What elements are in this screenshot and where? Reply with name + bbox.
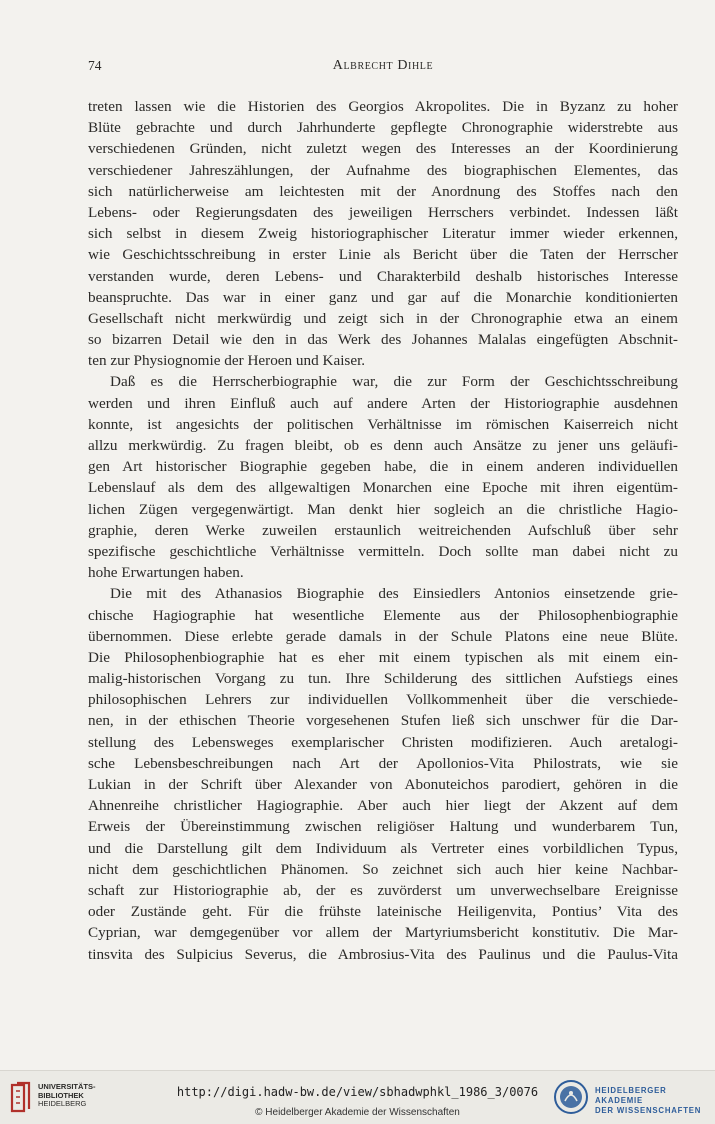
text-line: verschiedener Jahreszählungen, der Aufnahme des biographischen Elementes, das bbox=[88, 161, 678, 179]
text-line: schaft zur Historiographie ab, der es zuvörderst um unverwechselbare Ereignisse bbox=[88, 881, 678, 899]
text-line: allzu merkwürdig. Zu fragen bleibt, ob es denn auch Ansätze zu jener uns geläufi- bbox=[88, 437, 678, 454]
text-line: übernommen. Diese erlebte gerade damals in der Schule Platons eine neue Blüte. bbox=[88, 627, 678, 645]
academy-name bbox=[595, 1086, 715, 1116]
text-line: ten zur Physiognomie der Heroen und Kaiser. bbox=[88, 352, 366, 370]
text-line: Die mit des Athanasios Biographie des Einsiedlers Antonios einsetzende grie- bbox=[110, 585, 678, 603]
running-head: Albrecht Dihle bbox=[332, 58, 434, 73]
text-line: beanspruchte. Das war in einer ganz und gar auf die Monarchie konditionierten bbox=[88, 288, 678, 306]
text-line: so bizarren Detail wie den in das Werk des Johannes Malalas eingefügten Abschnit- bbox=[88, 331, 678, 349]
text-line: Die Philosophenbiographie hat es eher mit einem typischen als mit einem ein- bbox=[88, 648, 678, 666]
text-line: Gesellschaft nicht merkwürdig und zeigt sich in der Chronographie etwa an einem bbox=[88, 309, 678, 327]
text-line: konnte, ist angesichts der politischen Verhältnisse im römischen Kaiserreich nicht bbox=[88, 415, 678, 433]
text-line: tinsvita des Sulpicius Severus, die Ambrosius-Vita des Paulinus und die Paulus-Vita bbox=[88, 945, 678, 963]
text-line: gen Art historischer Biographie gegeben habe, die in einem anderen individuellen bbox=[88, 458, 678, 476]
text-line: Cyprian, war demgegenüber vor allem der Martyriumsbericht konstitutiv. Die Mar- bbox=[88, 924, 678, 942]
copyright-notice: © Heidelberger Akademie der Wissenschaften bbox=[255, 1107, 460, 1118]
text-line: malig-historischen Vorgang zu tun. Ihre Schilderung des sittlichen Aufstiegs eines bbox=[88, 670, 678, 688]
library-name-line: UNIVERSITÄTS- bbox=[38, 1082, 96, 1091]
library-name-line: BIBLIOTHEK bbox=[38, 1090, 84, 1100]
text-line: Lukian in der Schrift über Alexander von Abonuteichos parodiert, gehören in die bbox=[88, 776, 678, 793]
text-line: Blüte gebrachte und durch Jahrhunderte gepflegte Chronographie widerstrebte aus bbox=[88, 119, 678, 137]
text-line: philosophischen Lehrers zur individuellen Vollkommenheit über die verschiede- bbox=[88, 691, 678, 709]
text-line: Lebenslauf als dem des allgewaltigen Monarchen eine Epoche mit ihren eigentüm- bbox=[88, 479, 678, 497]
text-line: verschiedenen Gründen, nicht zuletzt wegen des Interesses an der Koordinierung bbox=[88, 140, 678, 158]
text-line: hohe Erwartungen haben. bbox=[88, 564, 244, 582]
text-line: sche Lebensbeschreibungen nach Art der Apollonios-Vita Philostrats, wie sie bbox=[88, 754, 678, 772]
source-url-link[interactable]: http://digi.hadw-bw.de/view/sbhadwphkl_1986_3/0076 bbox=[176, 1085, 539, 1099]
text-line: und die Darstellung gilt dem Individuum als Vertreter eines vorbildlichen Typus, bbox=[88, 839, 678, 857]
text-line: werden und ihren Einfluß auch auf andere Arten der Historiographie ausdehnen bbox=[88, 394, 678, 412]
text-line: oder Zustände geht. Für die frühste lateinische Heiligenvita, Pontius’ Vita des bbox=[88, 903, 678, 921]
library-name-line: HEIDELBERG bbox=[38, 1099, 87, 1108]
footer-bar bbox=[0, 1070, 715, 1124]
academy-name-line: DER WISSENSCHAFTEN bbox=[595, 1106, 702, 1115]
body-text bbox=[88, 96, 678, 965]
page-header bbox=[88, 58, 678, 78]
academy-seal-icon bbox=[553, 1079, 589, 1115]
text-line: Lebens- oder Regierungsdaten des jeweiligen Herrschers verbindet. Indessen läßt bbox=[88, 203, 678, 221]
text-line: sich selbst in diesem Zweig historiographischer Literatur immer wieder erkennen, bbox=[88, 225, 678, 243]
text-line: wie Geschichtsschreibung in erster Linie als Bericht über die Taten der Herrscher bbox=[88, 246, 678, 264]
text-line: nen, in der ethischen Theorie vorgesehenen Stufen ließ sich unschwer für die Dar- bbox=[88, 712, 678, 730]
text-line: stellung des Lebensweges exemplarischer Christen modifizieren. Auch aretalogi- bbox=[88, 733, 678, 751]
text-line: chische Hagiographie hat wesentliche Elemente aus der Philosophenbiographie bbox=[88, 606, 678, 624]
academy-name-line: HEIDELBERGER AKADEMIE bbox=[595, 1086, 667, 1105]
text-line: lichen Zügen vergegenwärtigt. Man denkt hier sogleich an die christliche Hagio- bbox=[88, 500, 678, 518]
text-line: verstanden wurde, deren Lebens- und Charakterbild deshalb historisches Interesse bbox=[88, 267, 678, 285]
text-line: graphie, deren Werke zuweilen erstaunlich weitreichenden Aufschluß über sehr bbox=[88, 521, 678, 539]
text-line: Ahnenreihe christlicher Hagiographie. Aber auch hier liegt der Akzent auf dem bbox=[88, 797, 678, 815]
text-line: spezifische geschichtliche Verhältnisse vermitteln. Doch sollte man dabei nicht zu bbox=[88, 542, 678, 560]
text-line: Erweis der Übereinstimmung zwischen religiöser Haltung und wunderbarem Tun, bbox=[88, 818, 678, 836]
text-line: treten lassen wie die Historien des Georgios Akropolites. Die in Byzanz zu hoher bbox=[88, 98, 678, 115]
text-line: nicht dem geschichtlichen Phänomen. So zeichnet sich auch hier keine Nachbar- bbox=[88, 860, 678, 878]
text-line: Daß es die Herrscherbiographie war, die zur Form der Geschichtsschreibung bbox=[110, 373, 678, 391]
text-line: sich natürlicherweise am leichtesten mit der Anordnung des Stoffes nach den bbox=[88, 182, 678, 200]
page-number: 74 bbox=[88, 58, 102, 73]
